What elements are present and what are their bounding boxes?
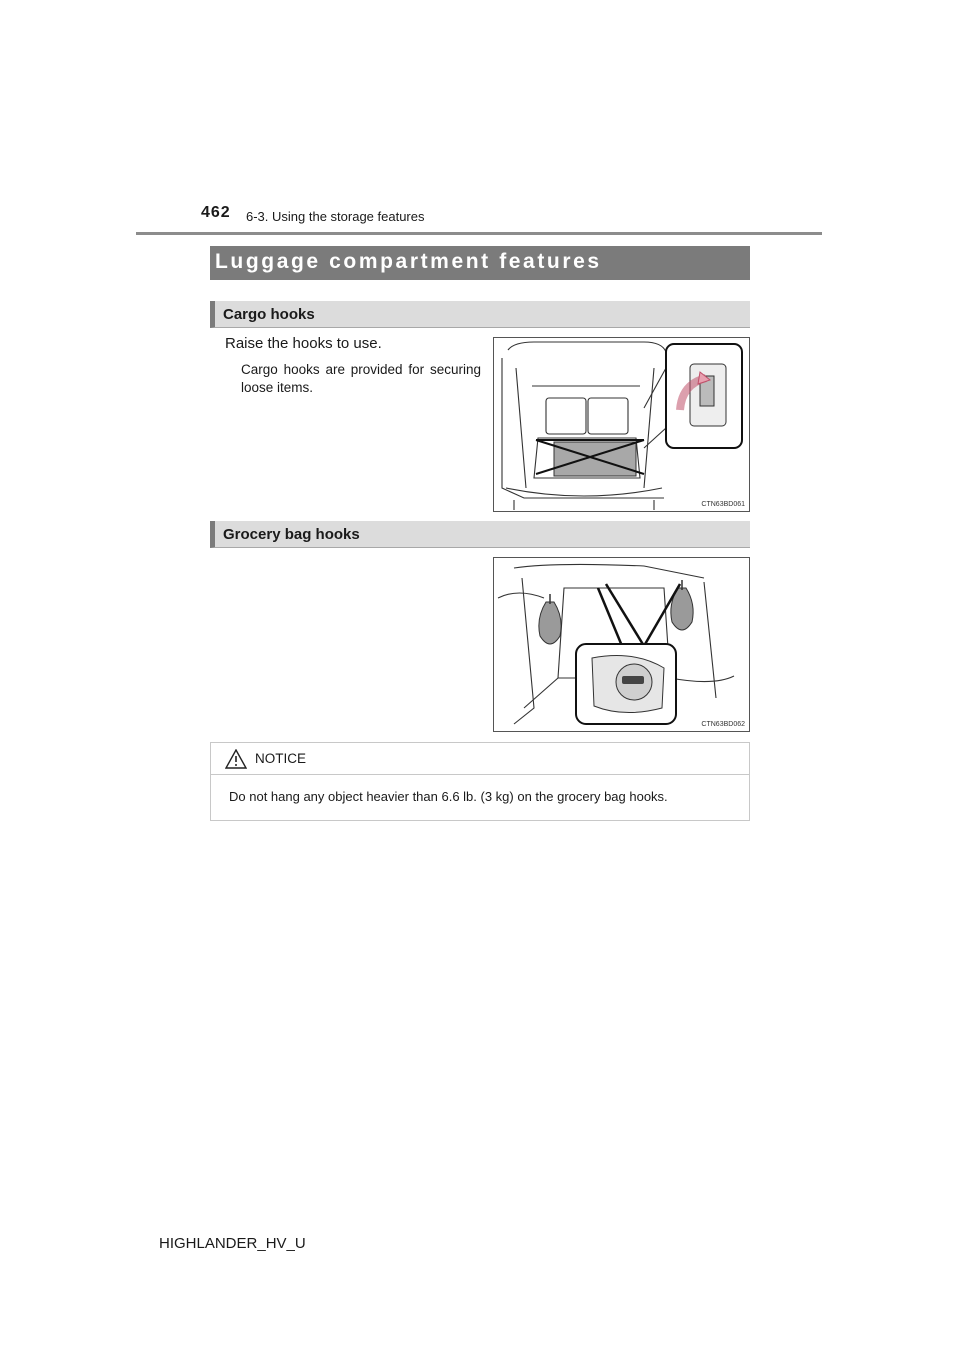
figure-code: CTN63BD062 (701, 721, 745, 728)
footer-model: HIGHLANDER_HV_U (159, 1235, 306, 1252)
header-divider (136, 232, 822, 235)
notice-header (211, 743, 749, 775)
notice-text: Do not hang any object heavier than 6.6 lb. (3 kg) on the grocery bag hooks. (229, 789, 668, 804)
warning-triangle-icon (225, 749, 247, 769)
cargo-hooks-heading: Cargo hooks (210, 301, 750, 328)
notice-title: NOTICE (255, 751, 307, 766)
grocery-bag-hooks-heading: Grocery bag hooks (210, 521, 750, 548)
page-number: 462 (201, 204, 231, 221)
cargo-description: Cargo hooks are provided for securing loose items. (241, 362, 481, 395)
cargo-instruction: Raise the hooks to use. (225, 335, 382, 352)
cargo-hooks-figure (493, 337, 750, 512)
cargo-hooks-illustration (494, 338, 749, 511)
notice-box (210, 742, 750, 821)
page-title: Luggage compartment features (210, 246, 750, 280)
figure-code: CTN63BD061 (701, 501, 745, 508)
section-breadcrumb: 6-3. Using the storage features (246, 209, 425, 224)
grocery-bag-hooks-figure (493, 557, 750, 732)
grocery-hooks-illustration (494, 558, 749, 731)
